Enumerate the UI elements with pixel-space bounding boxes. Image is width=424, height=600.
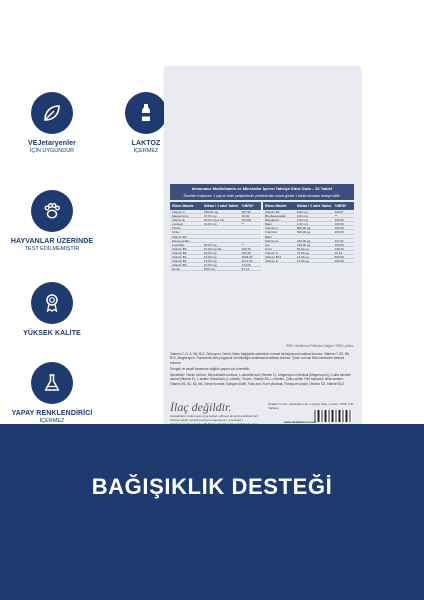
table-cell: 1071,00	[241, 259, 253, 264]
table-cell: 100,00	[334, 218, 344, 223]
column-header: Miktar / 1 adet Tablet	[203, 204, 239, 208]
table-cell: 125,00	[334, 246, 344, 251]
table-cell	[335, 235, 352, 238]
table-cell: 428,57	[334, 210, 344, 214]
table-cell: 10,00 mg	[203, 222, 217, 227]
table-cell: Vitamin A	[265, 226, 278, 231]
column-header: Etken Madde	[172, 204, 194, 208]
leaf-icon	[31, 92, 73, 134]
table-cell	[242, 239, 259, 242]
table-cell: 187,50	[241, 210, 251, 214]
supplement-usage: Önerilen Kullanımı: 1 yaş ve üzeri yetişkinlerde yemeklerden sonra günde 1 tablet alınması tavsiye edilir.	[183, 194, 341, 198]
nutrition-table-left	[170, 202, 261, 342]
table-cell	[204, 230, 242, 233]
table-cell: 10,00	[241, 214, 250, 219]
table-cell: 27,00 mg NE	[203, 246, 222, 251]
table-cell: **	[241, 222, 244, 227]
table-cell: Tirozin	[172, 226, 181, 231]
table-cell: **	[334, 214, 337, 219]
table-cell: 40,00 mg α-TE	[203, 218, 224, 223]
table-cell: Manganez	[265, 218, 280, 223]
feature-not-animal-tested	[0, 190, 104, 252]
paw-icon	[31, 190, 73, 232]
table-cell: 500,00 µg	[296, 230, 311, 235]
table-cell: Vitamin B5	[172, 246, 187, 251]
feature-title: VEJetaryenler	[28, 140, 76, 147]
table-header	[263, 202, 354, 210]
feature-title: YÜKSEK KALİTE	[23, 330, 81, 337]
table-cell: Vitamin B3	[172, 234, 187, 239]
table-cell: 168,75	[241, 246, 251, 251]
table-cell: 1636,00	[241, 255, 253, 260]
table-cell: 200,00	[334, 259, 344, 264]
table-cell: Krom	[265, 246, 273, 251]
nutrition-table	[170, 202, 354, 342]
table-cell: 327,27	[334, 238, 344, 243]
table-cell: Folik Asit	[265, 230, 278, 235]
table-row	[170, 267, 261, 271]
feature-title: HAYVANLAR ÜZERİNDE	[10, 238, 94, 245]
feature-vegetarian	[0, 92, 104, 154]
table-cell: 70,00 µg	[296, 250, 309, 255]
table-cell: L-sistein	[172, 222, 184, 227]
table-cell: 14,00 µg	[296, 255, 309, 260]
feature-subtitle: İÇERMEZ	[39, 418, 65, 424]
table-cell: 100,00	[334, 242, 344, 247]
table-cell: 2,00 mg	[296, 218, 308, 223]
table-cell: 1,00 mg	[296, 222, 308, 227]
table-cell: **	[241, 242, 244, 247]
supplement-facts-heading	[170, 184, 354, 200]
feature-high-quality	[0, 282, 104, 338]
table-cell: İyot	[265, 242, 270, 247]
table-header	[170, 202, 261, 210]
health-claims: Vitamin C, D, A, B6, B12, Selenyum, Demir, Bakır bağışıklık sisteminin normal fonksiyonuna katkıda bulunur. Vitamin C, B2, B6, B12, Magnezyum, Pantotenik Asit yorgunluk ve bitkinliğin azalmasına katkıda bulunur. Çinko normal DNA sentezine katkıda bulunur.	[170, 352, 350, 365]
table-cell: Vitamin E	[172, 218, 185, 223]
feature-title: YAPAY RENKLENDİRİCİ	[11, 410, 93, 417]
table-cell: Vitamin K	[265, 250, 278, 255]
column-header: %BRD*	[241, 204, 254, 208]
product-box-back	[164, 66, 360, 426]
supplement-title: Immunace Multivitamin ve Mineraller İçeren Takviye Edici Gıda – 30 Tablet	[191, 186, 333, 191]
feature-subtitle: İÇERMEZ	[133, 148, 159, 154]
diet-note: Dengeli ve çeşitli beslenme sağlıklı yaşam için önemlidir.	[170, 367, 250, 371]
table-cell	[204, 226, 242, 229]
milk-bottle-icon	[125, 92, 167, 134]
table-cell: 57,14	[241, 267, 250, 272]
table-cell: 50,00 µg	[296, 246, 309, 251]
table-row	[263, 259, 354, 263]
table-cell: 15,00 mg	[203, 259, 217, 264]
table-cell: 10,00 µg	[296, 259, 309, 264]
table-cell: 8,00 mg	[296, 210, 308, 214]
ingredients-text: İçindekiler: Hacim Arttırıcı: Mikrokristalin selüloz, L-askorbik asit (Vitamin C), Magnezyum hidroksit (Magnezyum), D-alfa tokoferil asetat (Vitamin E), L-sistein Hidroklorür (L-sistein), Tirozin, Vitamin B3, L-Karnitin, Çinko sülfat, Film kaplama, Beta karoten, Vitamin B5, B1, B2, B6, Demir fumarat, Mangan sülfat, Folik asit, Krom pikolinat, Potasyum iyodür, Vitamin D3, Vitamin B12.	[170, 373, 351, 386]
banner-title: BAĞIŞIKLIK DESTEĞİ	[91, 474, 333, 499]
table-cell: Vitamin B2	[172, 259, 187, 264]
table-cell: Çinko	[172, 230, 180, 235]
table-cell: 800,00 µg	[296, 226, 311, 231]
table-cell: 15,00 mg	[203, 255, 217, 260]
table-cell: Demir	[172, 267, 180, 272]
feature-list	[0, 0, 104, 424]
table-cell	[242, 226, 259, 229]
brand-website: www.vitabiotics.com.tr	[284, 420, 317, 424]
table-cell: Bakır	[265, 234, 273, 239]
table-cell: Vitamin B2	[265, 210, 280, 214]
table-cell: 250,00	[334, 230, 344, 235]
table-cell: 180,00 µg	[296, 238, 311, 243]
table-cell: Biyoflavanoidler	[265, 214, 287, 219]
table-cell: 333,33	[241, 250, 251, 255]
table-cell	[204, 239, 242, 242]
table-cell: Bakır	[265, 222, 273, 227]
table-cell: Vitamin D	[265, 259, 278, 264]
column-header: Miktar / 1 adet Tablet	[296, 204, 332, 208]
table-cell: L-karnitin	[172, 242, 185, 247]
table-cell: 3,00 mg	[296, 214, 308, 219]
feature-subtitle: TEST EDİLMEMİŞTİR	[24, 246, 80, 252]
table-cell: Vitamin B12	[265, 255, 282, 260]
table-cell: Magnezyum	[172, 214, 189, 219]
table-cell: 333,00	[241, 218, 251, 223]
column-header: %BRD*	[334, 204, 347, 208]
warning-text: Hastalıkların önlenmesi veya tedavi edilmesi amacıyla kullanılmaz. Tavsiye edilen günlük porsiyonu aşmayınız. Çocukların	[170, 414, 259, 423]
table-cell: 8,00 mg	[203, 267, 215, 272]
table-cell: 10,00 mg	[203, 263, 217, 268]
warning-title: İlaç değildir.	[170, 400, 232, 414]
feature-title: LAKTOZ	[131, 140, 161, 147]
table-cell: 100,00	[334, 222, 344, 227]
feature-subtitle: İÇİN UYGUNDUR	[29, 148, 75, 154]
table-cell: 150,00 mg	[203, 210, 219, 214]
flask-icon	[31, 362, 73, 404]
table-cell: Karotenoidler	[172, 238, 190, 243]
feature-no-artificial-colors	[0, 362, 104, 424]
table-cell: 150,00 µg	[296, 242, 311, 247]
table-cell	[204, 235, 242, 238]
table-cell	[242, 230, 259, 233]
table-cell: 100,00	[334, 226, 344, 231]
table-cell: Vitamin B6	[172, 263, 187, 268]
table-cell: 30,00 mg	[203, 242, 217, 247]
table-cell: Selenyum	[265, 238, 279, 243]
table-footnote: *BRD: Beslenme Referans Değeri **BRD yoktur.	[285, 344, 354, 348]
nutrition-table-right	[263, 202, 354, 342]
table-cell: 560,00	[334, 255, 344, 260]
table-cell: 93,33	[334, 250, 343, 255]
column-header: Etken Madde	[265, 204, 287, 208]
hero-banner	[0, 424, 424, 600]
table-cell	[297, 235, 335, 238]
table-cell: Vitamin B6	[172, 250, 187, 255]
award-icon	[31, 282, 73, 324]
manufacturer-info: İthalatçı Firma: Vitabiotics Ltd. 1 Apsley Way, London, NW2 7HF, İngiltere	[268, 402, 354, 411]
table-cell: 20,00 mg	[203, 250, 217, 255]
table-cell: Vitamin C	[172, 210, 185, 214]
table-cell	[242, 235, 259, 238]
table-cell: Vitamin B1	[172, 255, 187, 260]
table-cell: 37,50 mg	[203, 214, 217, 219]
table-cell: 714,00	[241, 263, 251, 268]
